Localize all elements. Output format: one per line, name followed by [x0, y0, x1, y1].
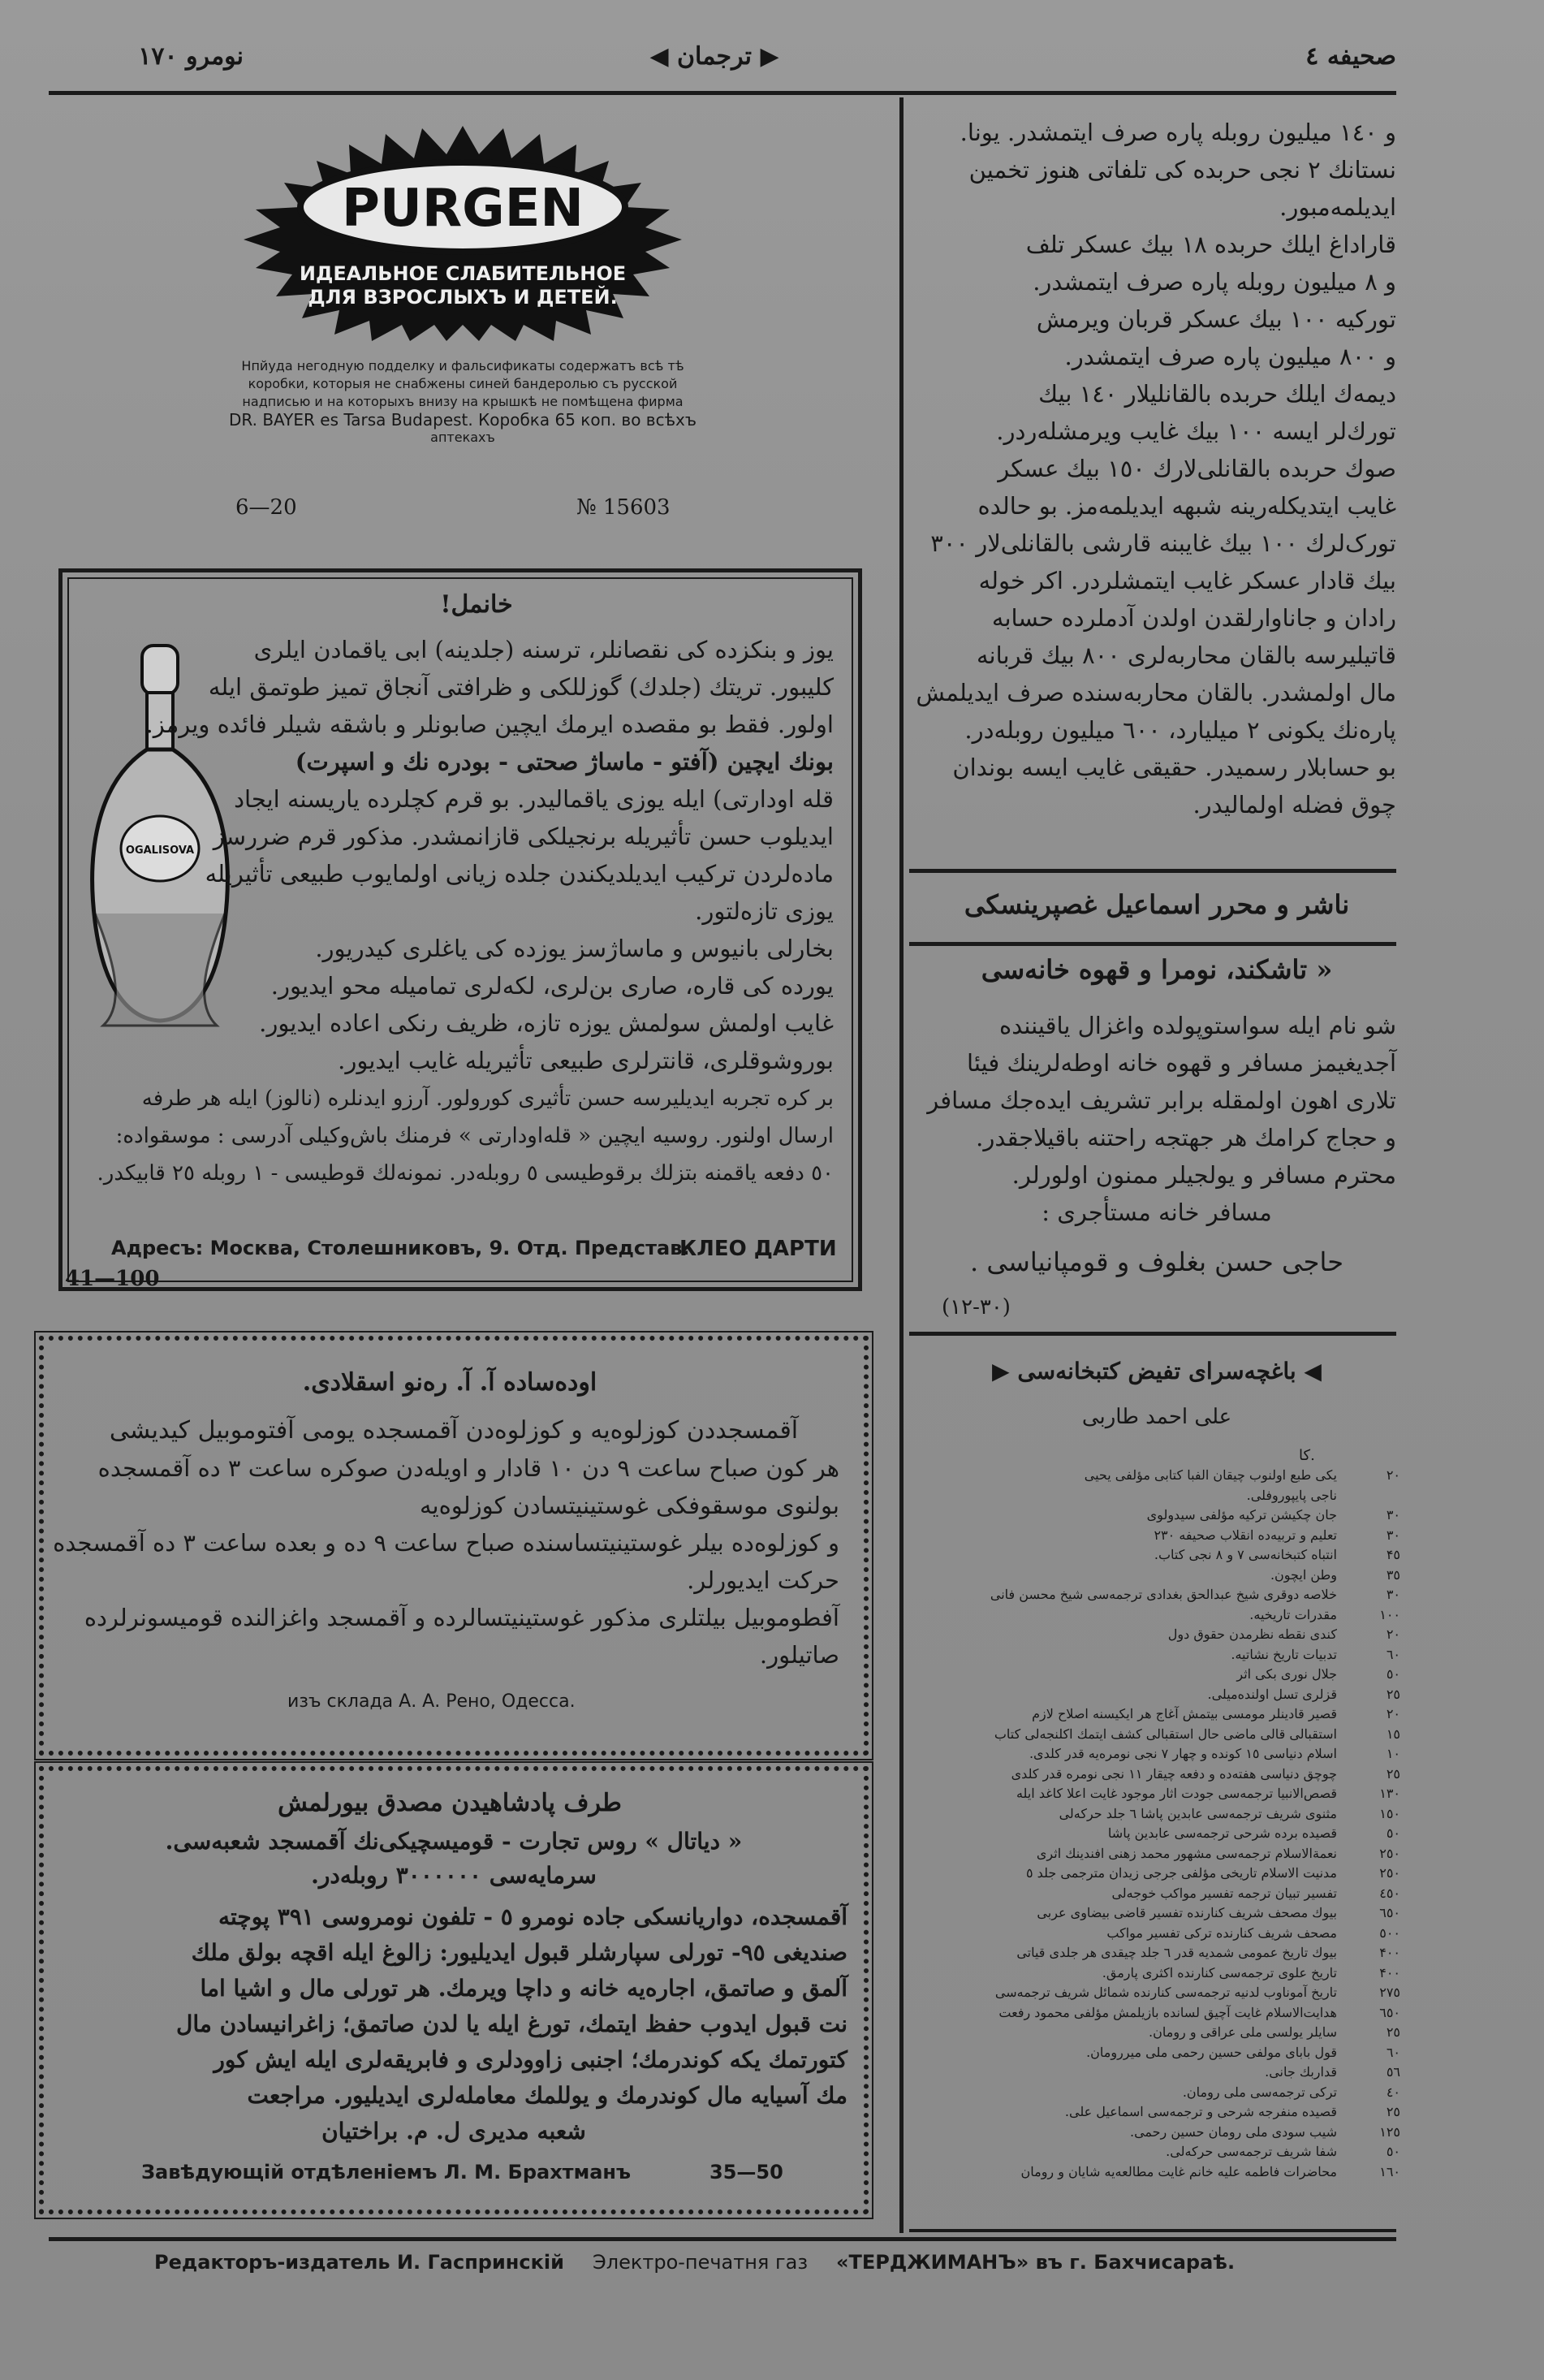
bookshop-col-head: کا. — [1299, 1447, 1315, 1464]
book-price: ٦٥۰ — [1379, 1905, 1400, 1920]
book-row — [913, 2162, 1400, 2183]
book-title: مثنوی شریف ترجمه‌سی عابدین پاشا ٦ جلد حرکه‌لی — [1059, 1805, 1337, 1821]
book-row — [913, 1764, 1400, 1785]
cream-ad-footer-text — [87, 1080, 834, 1192]
purgen-body-line: DR. BAYER es Tarsa Budapest. Коробка 65 коп. во всѣхъ — [229, 410, 697, 430]
cream-ad-line: بخارلی بانیوس و ماساژسز یوزده کی یاغلری کیدریور. — [315, 935, 834, 962]
book-title: ناجی پایپوروفلی. — [1246, 1487, 1337, 1503]
article-line: قاتیلیرسه بالقان محاربه‌لری ۸۰۰ بیك قربانه — [977, 641, 1396, 669]
header-title — [617, 42, 812, 71]
book-price: ۳۰ — [1386, 1507, 1400, 1523]
bus-ad-line: و کوزلوه‌ده بیلر غوستینیتساسنده صباح ساعت ۹ ده و بعده ساعت ۳ ده آقمسجده — [53, 1529, 839, 1557]
cream-ad-line: ارسال اولنور. روسیه ایچین « قله‌اودارتی » فرمنك باش‌وکیلی آدرسی : موسقواده: — [115, 1124, 834, 1148]
book-row — [913, 1924, 1400, 1944]
purgen-body-line: аптекахъ — [430, 430, 495, 445]
book-row — [913, 1526, 1400, 1546]
bus-ad-line: بولنوی موسقوفکی غوستینیتسادن کوزلوه‌یه — [419, 1492, 839, 1519]
purgen-body-line: Нпйуда негодную подделку и фальсификаты содержатъ всѣ тѣ — [241, 358, 684, 374]
book-price: ٥۰ — [1386, 1666, 1400, 1682]
book-title: یکی طبع اولنوب چیقان الفبا کتابی مؤلفی یحیی — [1084, 1467, 1337, 1483]
article-line: بیك قادار عسکر غایب ایتمشلردر. اکر خوله‌ — [978, 567, 1396, 594]
book-title: وطن ایچون. — [1270, 1566, 1337, 1583]
article-line: پاره‌نك یکونی ۲ میلیارد، ٦۰۰ میلیون روبله‌در. — [964, 716, 1396, 744]
book-price: ٥۰۰ — [1379, 1924, 1400, 1941]
footer-rule — [49, 2237, 1396, 2241]
cream-ad-line: بوروشوقلری، قانترلری طبیعی تأثیریله غایب ایدیور. — [338, 1047, 834, 1074]
article-rule — [909, 869, 1396, 873]
tashkent-ad-line: تلاری اهون اولمقله برابر تشریف ایده‌جك مسافر — [927, 1086, 1396, 1114]
book-price: ۱۰ — [1386, 1746, 1400, 1761]
book-price: ۱۲٥ — [1379, 2123, 1400, 2140]
book-title: کندی نقطه نظرمدن حقوق دول — [1167, 1626, 1337, 1642]
book-price: ۳۰ — [1386, 1527, 1400, 1543]
tashkent-ad-line: محترم مسافر و یولجیلر ممنون اولورلر. — [1011, 1161, 1396, 1189]
cream-ad-line: ایدیلوب حسن تأثیریله برنجیلکی قازانمشدر. مذکور قرم ضررسز — [213, 823, 834, 850]
cream-ad-line: غایب اولمش سولمش یوزه تازه، ظریف رنکی اعاده ایدیور. — [259, 1009, 834, 1037]
article-line: بو حسابلار رسمیدر. حقیقی غایب ایسه بوندان — [952, 754, 1396, 781]
book-row — [913, 1744, 1400, 1764]
bank-ad-line: نت قبول ایدوب حفظ ایتمك، تورغ ایله یا لدن صاتمق؛ زاغرانیسادن مال — [175, 2011, 847, 2037]
tashkent-ad-line: آجدیغیمز مسافر و قهوه خانه اوطه‌لرینك فیئا — [967, 1049, 1396, 1077]
book-row — [913, 1466, 1400, 1486]
bank-ad-body — [60, 1899, 847, 2149]
book-title: قول بابای مولفی حسین رحمی ملی میر‌رومان. — [1086, 2044, 1337, 2060]
book-row — [913, 2102, 1400, 2123]
book-title: قصص‌الانبیا ترجمه‌سی جودت اثار موجود غایت اعلا کاغد ایله — [1016, 1786, 1337, 1801]
cream-ad-line: بونك ایچین (آفتو - ماساژ صحتی - بودره نك و اسپرت) — [295, 748, 834, 775]
bank-ad-line: مك آسیایه مال کوندرمك و یوللمك معامله‌لری ایدیلیور. مراجعت — [247, 2082, 847, 2109]
purgen-code-left: 6—20 — [235, 495, 297, 520]
purgen-body-line: коробки, которыя не снабжены синей бандеролью съ русской — [248, 376, 678, 391]
book-title: قصیر قادینلر مومسی بیتمش آغاج هر ایکیسنه اصلاح لازم — [1032, 1706, 1337, 1721]
book-row — [913, 1864, 1400, 1884]
book-price: ۴۰۰ — [1379, 1964, 1400, 1980]
article-line: و ۸۰۰ میلیون پاره صرف ایتمشدر. — [1064, 343, 1396, 370]
bank-ad-subtitle: « دیاتال » روس تجارت - قومیسچیکی‌نك آقمسجد شعبه‌سی. — [165, 1828, 743, 1855]
book-title: قزلری تسل اولنده‌میلی. — [1207, 1686, 1337, 1702]
book-row — [913, 1685, 1400, 1705]
book-price: ۲۰ — [1386, 1626, 1400, 1642]
book-row — [913, 1704, 1400, 1725]
book-price: ۲۷٥ — [1379, 1985, 1400, 2000]
cream-ad-code: 41—100 — [65, 1267, 160, 1291]
header-title-text: ترجمان — [677, 42, 752, 71]
book-row — [913, 1784, 1400, 1804]
bank-ad — [39, 1766, 869, 2214]
publisher-line: ناشر و محرر اسماعیل غصپرینسکی — [964, 889, 1350, 920]
bottle-label: OGALISOVA — [125, 844, 195, 857]
book-row — [913, 1725, 1400, 1745]
article-body — [917, 114, 1396, 823]
arrow-right-icon: ▶ — [992, 1358, 1010, 1384]
book-price: ۲۰ — [1386, 1467, 1400, 1483]
book-row — [913, 1605, 1400, 1626]
book-row — [913, 2142, 1400, 2162]
purgen-brand: PURGEN — [342, 179, 584, 239]
bus-ad-line: صاتیلور. — [759, 1641, 839, 1669]
cream-ad-line: اولور. فقط بو مقصده ایرمك ایچین صابونلر و باشقه شیلر فائده ویرمز. — [145, 711, 834, 738]
book-title: اسلام دنیاسی ۱٥ کونده و چهار ۷ نجی نومره‌یه قدر کلدی. — [1029, 1746, 1337, 1761]
book-price: ۴۰۰ — [1379, 1945, 1400, 1960]
footer-press: Электро-печатня газ — [593, 2251, 809, 2274]
book-row — [913, 1943, 1400, 1963]
arrow-left-icon: ◀ — [649, 42, 669, 71]
article-line: تورك‌لر ایسه ۱۰۰ بیك غایب ویرمشله‌ردر. — [996, 417, 1396, 445]
book-title: قداربك جانی. — [1265, 2064, 1337, 2080]
cream-ad-line: کلیبور. تریتك (جلدك) گوزللکی و ظرافتی آنجاق تمیز طوتمق ایله — [208, 673, 834, 701]
cream-ad-line: قله اودارتی) ایله یوزی یاقمالیدر. بو قرم کچلرده یاریسنه ایجاد — [234, 785, 834, 813]
arrow-left-icon: ◀ — [1304, 1358, 1322, 1384]
tashkent-ad-title: « تاشکند، نومرا و قهوه خانه‌سی — [981, 954, 1333, 985]
book-price: ۲٥ — [1386, 1686, 1400, 1702]
book-title: قصیده برده شرحی ترجمه‌سی عابدین پاشا — [1107, 1825, 1337, 1841]
cream-ad-brand: КЛЕО ДАРТИ — [679, 1237, 837, 1261]
column-divider — [899, 97, 904, 2233]
purgen-body — [187, 357, 739, 447]
footer-newspaper: «ТЕРДЖИМАНЪ» въ г. Бахчисараѣ. — [836, 2251, 1236, 2274]
book-row — [913, 1804, 1400, 1825]
book-price: ٦۰ — [1386, 1646, 1400, 1662]
bus-ad — [39, 1336, 869, 1756]
article-line: غایب ایتدیکله‌رینه شبهه ایدیلمه‌مز. بو حالده — [977, 492, 1396, 520]
tashkent-ad-code: (۱۲-۳۰) — [942, 1295, 1011, 1320]
book-row — [913, 1665, 1400, 1685]
purgen-tagline-1: ИДЕАЛЬНОЕ СЛАБИТЕЛЬНОЕ — [299, 262, 627, 285]
tashkent-ad-line: مسافر خانه مستأجری : — [1042, 1199, 1272, 1226]
purgen-ad — [187, 122, 739, 528]
bank-ad-line: صندیغی ۹٥- تورلی سپارشلر قبول ایدیلیور: زالوغ ایله اقچه بولق ملك — [191, 1939, 847, 1966]
bank-ad-line: آلمق و صاتمق، اجاره‌یه خانه و داچا ویرمك. هر تورلی مال و اشیا اما — [200, 1975, 847, 2002]
bank-ad-line: آقمسجده، دواریانسکی جاده نومرو ٥ - تلفون نومروسی ۳۹۱ پوچته — [218, 1903, 847, 1930]
book-row — [913, 1645, 1400, 1665]
book-row — [913, 1505, 1400, 1526]
tashkent-ad-owner: حاجی حسن بغلوف و قومپانیاسی . — [970, 1246, 1343, 1277]
article-line: قاراداغ ایلك حربده ۱۸ بیك عسکر تلف — [1025, 231, 1396, 258]
book-price: ۲۰ — [1386, 1706, 1400, 1721]
article-line: چوق فضله اولمالیدر. — [1193, 791, 1396, 819]
book-title: بیوك مصحف شریف کنارنده تفسیر قاضی بیضاوی عربی — [1037, 1905, 1337, 1920]
book-title: مقدرات تاریخیه. — [1249, 1606, 1337, 1622]
book-price: ٥۰ — [1386, 1825, 1400, 1841]
book-title: چوچق دنیاسی هفته‌ده و دفعه چیقار ۱۱ نجی نومره قدر کلدی — [1011, 1765, 1337, 1782]
book-row — [913, 2123, 1400, 2143]
book-title: شیب سودی ملی رومان حسین رحمی. — [1129, 2123, 1337, 2140]
cream-ad — [58, 568, 862, 1291]
book-title: ترکی ترجمه‌سی ملی رومان. — [1182, 2084, 1337, 2100]
cream-ad-address: Адресъ: Москва, Столешниковъ, 9. Отд. Представ. — [111, 1237, 690, 1259]
book-row — [913, 1903, 1400, 1924]
purgen-body-line: надписью и на которыхъ внизу на крышкѣ не помѣщена фирма — [242, 394, 684, 409]
bank-ad-manager: Завѣдующій отдѣленіемъ Л. М. Брахтманъ — [141, 2161, 632, 2183]
book-row — [913, 1983, 1400, 2003]
book-row — [913, 2023, 1400, 2043]
book-title: سایلر یولسی ملی عراقی و رومان. — [1149, 2024, 1337, 2040]
purgen-code-right: № 15603 — [576, 495, 671, 520]
bookshop-list — [913, 1466, 1400, 2182]
book-price: ۳۰ — [1386, 1587, 1400, 1602]
purgen-tagline-2: ДЛЯ ВЗРОСЛЫХЪ И ДЕТЕЙ. — [308, 286, 618, 309]
book-title: جلال نوری بکی اثر — [1236, 1666, 1337, 1682]
book-price: ۲٥ — [1386, 2024, 1400, 2040]
book-row — [913, 1566, 1400, 1586]
book-price: ٤۰ — [1386, 2084, 1400, 2100]
book-price: ٥٦ — [1386, 2064, 1400, 2080]
cream-ad-line: یورده کی قاره، صاری بن‌لری، لکه‌لری تمامیله محو ایدیور. — [270, 972, 834, 1000]
cream-ad-line: ماده‌لردن ترکیب ایدیلدیکندن جلده زیانی اولمایوب طبیعی تأثیریله — [205, 860, 834, 888]
book-title: قصیده منفرجه شرحی و ترجمه‌سی اسماعیل علی. — [1064, 2104, 1337, 2119]
book-title: نعمةالاسلام ترجمه‌سی مشهور محمد زهنی افندینك اثری — [1036, 1845, 1337, 1861]
bank-ad-title: طرف پادشاهیدن مصدق بیورلمش — [278, 1789, 622, 1817]
book-title: هدایت‌الاسلام غایت آچیق لسانده بازیلمش مؤلفی محمود رفعت — [998, 2004, 1337, 2020]
book-price: ۳٥ — [1386, 1566, 1400, 1583]
bus-ad-line: هر کون صباح ساعت ۹ دن ۱۰ قادار و اویله‌دن صوکره ساعت ۳ ده آقمسجده — [97, 1454, 839, 1482]
article-line: رادان و جاناوارلقدن اولدن آدملرده حسابه — [991, 604, 1396, 632]
book-price: ۲٥۰ — [1379, 1865, 1400, 1881]
tashkent-ad-body — [917, 1007, 1396, 1231]
bus-ad-title: اوده‌ساده آ. آ. ره‌نو اسقلادی. — [302, 1368, 597, 1397]
book-price: ۲٥ — [1386, 2104, 1400, 2119]
cream-ad-line: بر کره تجربه ایدیلیرسه حسن تأثیری کورولور. آرزو ایدنلره (نالوز) ایله هر طرفه — [141, 1086, 834, 1111]
book-title: خلاصه دوقری شیخ عبدالحق بغدادی ترجمه‌سی شیخ محسن فانی — [990, 1587, 1337, 1602]
book-price: ۱٦۰ — [1379, 2163, 1400, 2179]
bus-ad-line: حرکت ایدیورلر. — [687, 1566, 839, 1594]
book-title: انتباه کتبخانه‌سی ۷ و ۸ نجی کتاب. — [1154, 1547, 1337, 1562]
header-page-label: صحیفه ٤ — [1305, 42, 1396, 71]
book-price: ٥۰ — [1386, 2144, 1400, 2159]
bank-ad-code: 35—50 — [709, 2161, 783, 2183]
bank-ad-line: کتورتمك یکه کوندرمك؛ اجنبی زاوودلری و فابریقه‌لری ایله ایش کور — [213, 2046, 847, 2073]
header-page-number: نومرو ۱۷۰ — [138, 42, 244, 71]
cream-ad-line: ٥٠ دفعه یاقمنه بتزلك برقوطیسی ٥ روبله‌در. نمونه‌لك قوطیسی - ١ روبله ٢٥ قابیکدر. — [97, 1161, 834, 1186]
article-line: نستانك ۲ نجی حربده کی تلفاتی هنوز تخمین — [968, 156, 1396, 184]
article-line: مال اولمشدر. بالقان محاربه‌سنده صرف ایدیلمش — [916, 679, 1396, 706]
book-row — [913, 1963, 1400, 1984]
publisher-rule — [909, 942, 1396, 946]
bus-ad-footer: изъ склада А. А. Рено, Одесса. — [287, 1691, 576, 1712]
book-row — [913, 1625, 1400, 1645]
book-price: ۱۰۰ — [1379, 1606, 1400, 1622]
bank-ad-line: شعبه مدیری ل. م. براختیان — [321, 2118, 586, 2145]
book-row — [913, 2063, 1400, 2083]
article-line: ایدیلمه‌مبور. — [1279, 193, 1396, 221]
book-row — [913, 1486, 1400, 1506]
book-title: تعلیم و تربیه‌ده انقلاب صحیفه ۲۳۰ — [1154, 1527, 1337, 1543]
article-line: دیمه‌ك ایلك حربده بالقانلیلار ۱٤۰ بیك — [1038, 380, 1396, 408]
book-row — [913, 1585, 1400, 1605]
book-row — [913, 1545, 1400, 1566]
footer-editor: Редакторъ-издатель И. Гаспринскій — [154, 2251, 564, 2274]
book-price: ٦۰ — [1386, 2044, 1400, 2060]
book-title: تدبیات تاریخ نشاتیه. — [1231, 1646, 1337, 1662]
tashkent-ad-line: و حجاج کرامك هر جهتجه راحتنه باقیلاجقدر. — [976, 1124, 1396, 1151]
tashkent-rule — [909, 1332, 1396, 1336]
book-price: ٤٥۰ — [1379, 1885, 1400, 1901]
article-line: و ۱٤۰ میلیون روبله پاره صرف ایتمشدر. یونا. — [960, 119, 1396, 146]
tashkent-ad-line: شو نام ایله سواستوپولده واغزال یاقیننده — [999, 1012, 1396, 1039]
bus-ad-body — [53, 1412, 839, 1674]
book-price: ۴٥ — [1386, 1547, 1400, 1562]
arrow-right-icon: ▶ — [760, 42, 779, 71]
article-line: و ۸ میلیون روبله پاره صرف ایتمشدر. — [1033, 268, 1396, 296]
book-title: تاریخ علوی ترجمه‌سی کنارنده اکثری پارمق. — [1102, 1964, 1337, 1980]
bookshop-title-text: باغچه‌سرای تفیض کتبخانه‌سی — [1017, 1358, 1296, 1384]
bank-ad-capital: سرمایه‌سی ۳۰۰۰۰۰۰ روبله‌در. — [311, 1862, 597, 1889]
book-row — [913, 1884, 1400, 1904]
bus-ad-line: آقمسجددن کوزلوه‌یه و کوزلوه‌دن آقمسجده یومی آفتوموبیل کیدیشی — [109, 1416, 799, 1445]
purgen-starburst-logo — [235, 122, 690, 341]
cream-ad-line: یوز و بنکزده کی نقصانلر، ترسنه (جلدینه) ابی یاقمادن ایلری — [253, 636, 834, 663]
book-title: مدنیت الاسلام تاریخی مؤلفی جرجی زیدان مترجمی جلد ٥ — [1026, 1865, 1337, 1881]
book-price: ۱۳۰ — [1379, 1786, 1400, 1801]
book-price: ۲٥۰ — [1379, 1845, 1400, 1861]
book-title: بیوك تاریخ عمومی شمدیه قدر ٦ جلد چیقدی هر جلدی قیاتی — [1016, 1945, 1337, 1960]
book-price: ۱٥ — [1386, 1726, 1400, 1742]
book-title: تاریخ آموناوب لدنیه ترجمه‌سی کنارنده شمائل شریف ترجمه‌سی — [994, 1985, 1337, 2000]
book-title: مصحف شریف کنارنده ترکی تفسیر مواکب — [1106, 1924, 1337, 1941]
book-title: محاضرات فاطمه علیه خانم غایت مطالعه‌یه شایان و رومان — [1020, 2163, 1337, 2179]
header-rule — [49, 91, 1396, 95]
book-row — [913, 1844, 1400, 1864]
book-row — [913, 2003, 1400, 2024]
bookshop-title — [917, 1358, 1396, 1384]
article-line: تورک‌لرك ۱۰۰ بیك غایبنه قارشی بالقانلی‌لار ۳۰۰ — [930, 529, 1396, 557]
book-row — [913, 2043, 1400, 2063]
book-price: ۱٥۰ — [1379, 1805, 1400, 1821]
bus-ad-line: آفطوموبیل بیلتلری مذکور غوستینیتسالرده و آقمسجد واغزالنده قومیسونرلرده — [84, 1604, 839, 1631]
bookshop-subtitle: علی احمد طاربی — [1081, 1405, 1232, 1429]
book-row — [913, 1824, 1400, 1844]
bookshop-bottom-rule — [909, 2229, 1396, 2232]
book-row — [913, 2083, 1400, 2103]
book-price: ٦٥۰ — [1379, 2004, 1400, 2020]
article-line: تورکیه ۱۰۰ بیك عسکر قربان ویرمش — [1036, 305, 1396, 333]
book-title: جان چکیشن ترکیه مؤلفی سیدولوی — [1146, 1507, 1337, 1523]
book-title: تفسیر تبیان ترجمه تفسیر مواکب خوجه‌لی — [1111, 1885, 1337, 1901]
article-line: صوك حربده بالقانلی‌لارك ۱٥۰ بیك عسکر — [998, 455, 1396, 482]
cream-ad-line: یوزی تازه‌لتور. — [695, 897, 834, 925]
cream-ad-title: خانمل! — [440, 590, 513, 619]
book-title: شفا شریف ترجمه‌سی حرکه‌لی. — [1166, 2144, 1337, 2159]
book-price: ۲٥ — [1386, 1765, 1400, 1782]
book-title: استقبالی قالی ماضی حال استقبالی کشف ایتمك اکلنجه‌لی کتاب — [994, 1726, 1337, 1742]
